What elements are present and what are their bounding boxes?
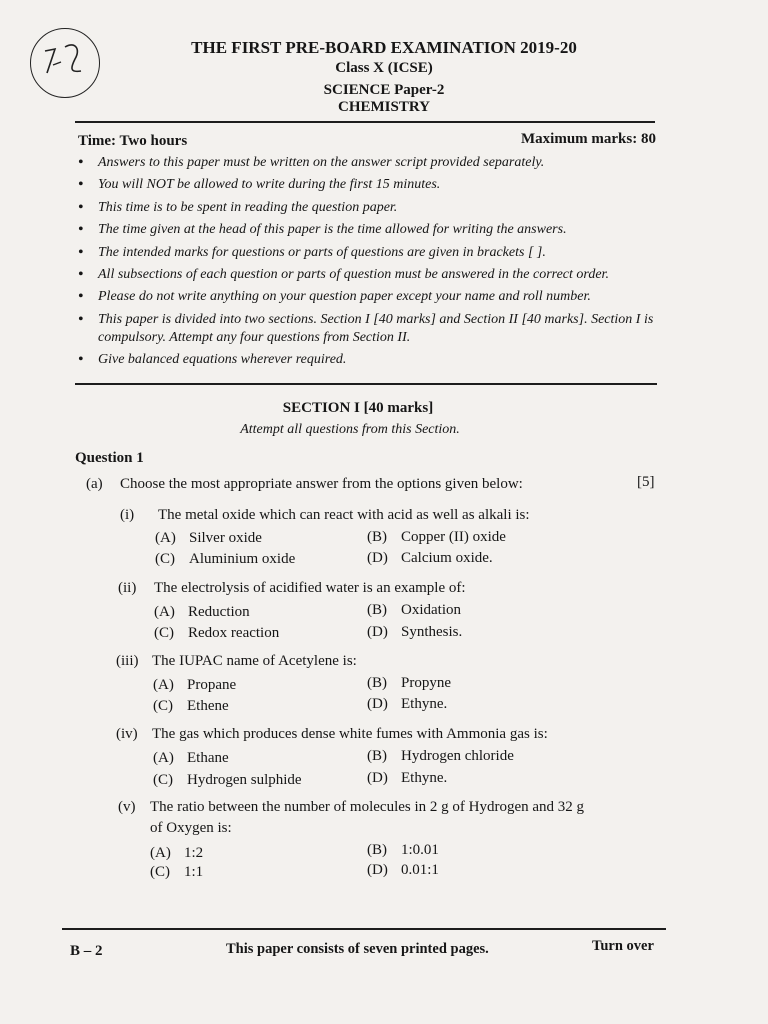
- option-iii-b: (B) Propyne: [367, 675, 451, 691]
- instruction-item: • Answers to this paper must be written on the answer script provided separately.: [78, 154, 678, 172]
- subquestion-text: The electrolysis of acidified water is an example of:: [154, 580, 466, 596]
- part-a-text: Choose the most appropriate answer from the options given below:: [120, 476, 523, 492]
- option-v-b: (B) 1:0.01: [367, 842, 439, 858]
- footer-code: B – 2: [70, 943, 103, 959]
- footer-turn-over: Turn over: [592, 938, 654, 954]
- exam-title: THE FIRST PRE-BOARD EXAMINATION 2019-20: [191, 38, 577, 57]
- subquestion-ii: [118, 580, 466, 597]
- class-line: Class X (ICSE): [335, 60, 433, 76]
- instruction-item: • All subsections of each question or parts of question must be answered in the correct order.: [78, 266, 678, 284]
- subquestion-iv: [116, 726, 548, 743]
- option-i-b: (B) Copper (II) oxide: [367, 529, 506, 545]
- option-ii-d: (D) Synthesis.: [367, 624, 463, 640]
- instruction-item: • This time is to be spent in reading the question paper.: [78, 199, 678, 217]
- footer-pages: This paper consists of seven printed pages.: [226, 941, 489, 957]
- subquestion-number: (iv): [116, 726, 138, 742]
- paper-line: SCIENCE Paper-2: [323, 82, 445, 98]
- time-label: Time: Two hours: [78, 133, 188, 149]
- instructions-list: [78, 154, 678, 374]
- subquestion-number: (i): [120, 507, 135, 523]
- subquestion-i: [120, 507, 530, 524]
- option-iii-d: (D) Ethyne.: [367, 696, 448, 712]
- option-v-a: (A) 1:2: [150, 845, 204, 861]
- subquestion-text: The metal oxide which can react with acid as well as alkali is:: [158, 507, 530, 523]
- subquestion-v: [118, 799, 584, 816]
- section-title: SECTION I [40 marks]: [282, 400, 434, 416]
- subquestion-v-continuation: of Oxygen is:: [150, 820, 232, 836]
- instruction-item: • Give balanced equations wherever required.: [78, 351, 678, 369]
- option-iv-c: (C) Hydrogen sulphide: [153, 772, 302, 788]
- option-iv-b: (B) Hydrogen chloride: [367, 748, 514, 764]
- option-v-c: (C) 1:1: [150, 864, 204, 880]
- option-v-d: (D) 0.01:1: [367, 862, 439, 878]
- option-ii-c: (C) Redox reaction: [154, 625, 280, 641]
- instruction-item: • This paper is divided into two sections. Section I [40 marks] and Section II [40 marks]. Section I is compulsory. Attempt any four questions from Section II.: [78, 311, 678, 347]
- section-subtitle: Attempt all questions from this Section.: [240, 422, 460, 437]
- option-iii-c: (C) Ethene: [153, 698, 229, 714]
- option-iii-a: (A) Propane: [153, 677, 237, 693]
- subquestion-number: (v): [118, 799, 136, 815]
- max-marks-label: Maximum marks: 80: [521, 131, 656, 147]
- option-i-c: (C) Aluminium oxide: [155, 551, 296, 567]
- header-divider: [75, 121, 655, 123]
- option-i-a: (A) Silver oxide: [155, 530, 262, 546]
- subquestion-number: (ii): [118, 580, 137, 596]
- subquestion-iii: [116, 653, 357, 670]
- option-iv-a: (A) Ethane: [153, 750, 229, 766]
- question-label: Question 1: [75, 450, 144, 466]
- part-a-marks: [5]: [637, 474, 655, 490]
- option-iv-d: (D) Ethyne.: [367, 770, 448, 786]
- option-ii-b: (B) Oxidation: [367, 602, 461, 618]
- part-a-label: (a): [86, 476, 103, 492]
- subject-line: CHEMISTRY: [338, 99, 430, 115]
- instruction-item: • The time given at the head of this paper is the time allowed for writing the answers.: [78, 221, 678, 239]
- instruction-item: • The intended marks for questions or parts of questions are given in brackets [ ].: [78, 244, 678, 262]
- subquestion-text: The gas which produces dense white fumes with Ammonia gas is:: [152, 726, 548, 742]
- option-i-d: (D) Calcium oxide.: [367, 550, 493, 566]
- instruction-item: • You will NOT be allowed to write during the first 15 minutes.: [78, 176, 678, 194]
- instructions-divider: [75, 383, 657, 385]
- footer-divider: [62, 928, 666, 930]
- subquestion-text: The IUPAC name of Acetylene is:: [152, 653, 357, 669]
- instruction-item: • Please do not write anything on your question paper except your name and roll number.: [78, 288, 678, 306]
- option-ii-a: (A) Reduction: [154, 604, 250, 620]
- subquestion-number: (iii): [116, 653, 139, 669]
- subquestion-text: The ratio between the number of molecules in 2 g of Hydrogen and 32 g: [150, 799, 585, 815]
